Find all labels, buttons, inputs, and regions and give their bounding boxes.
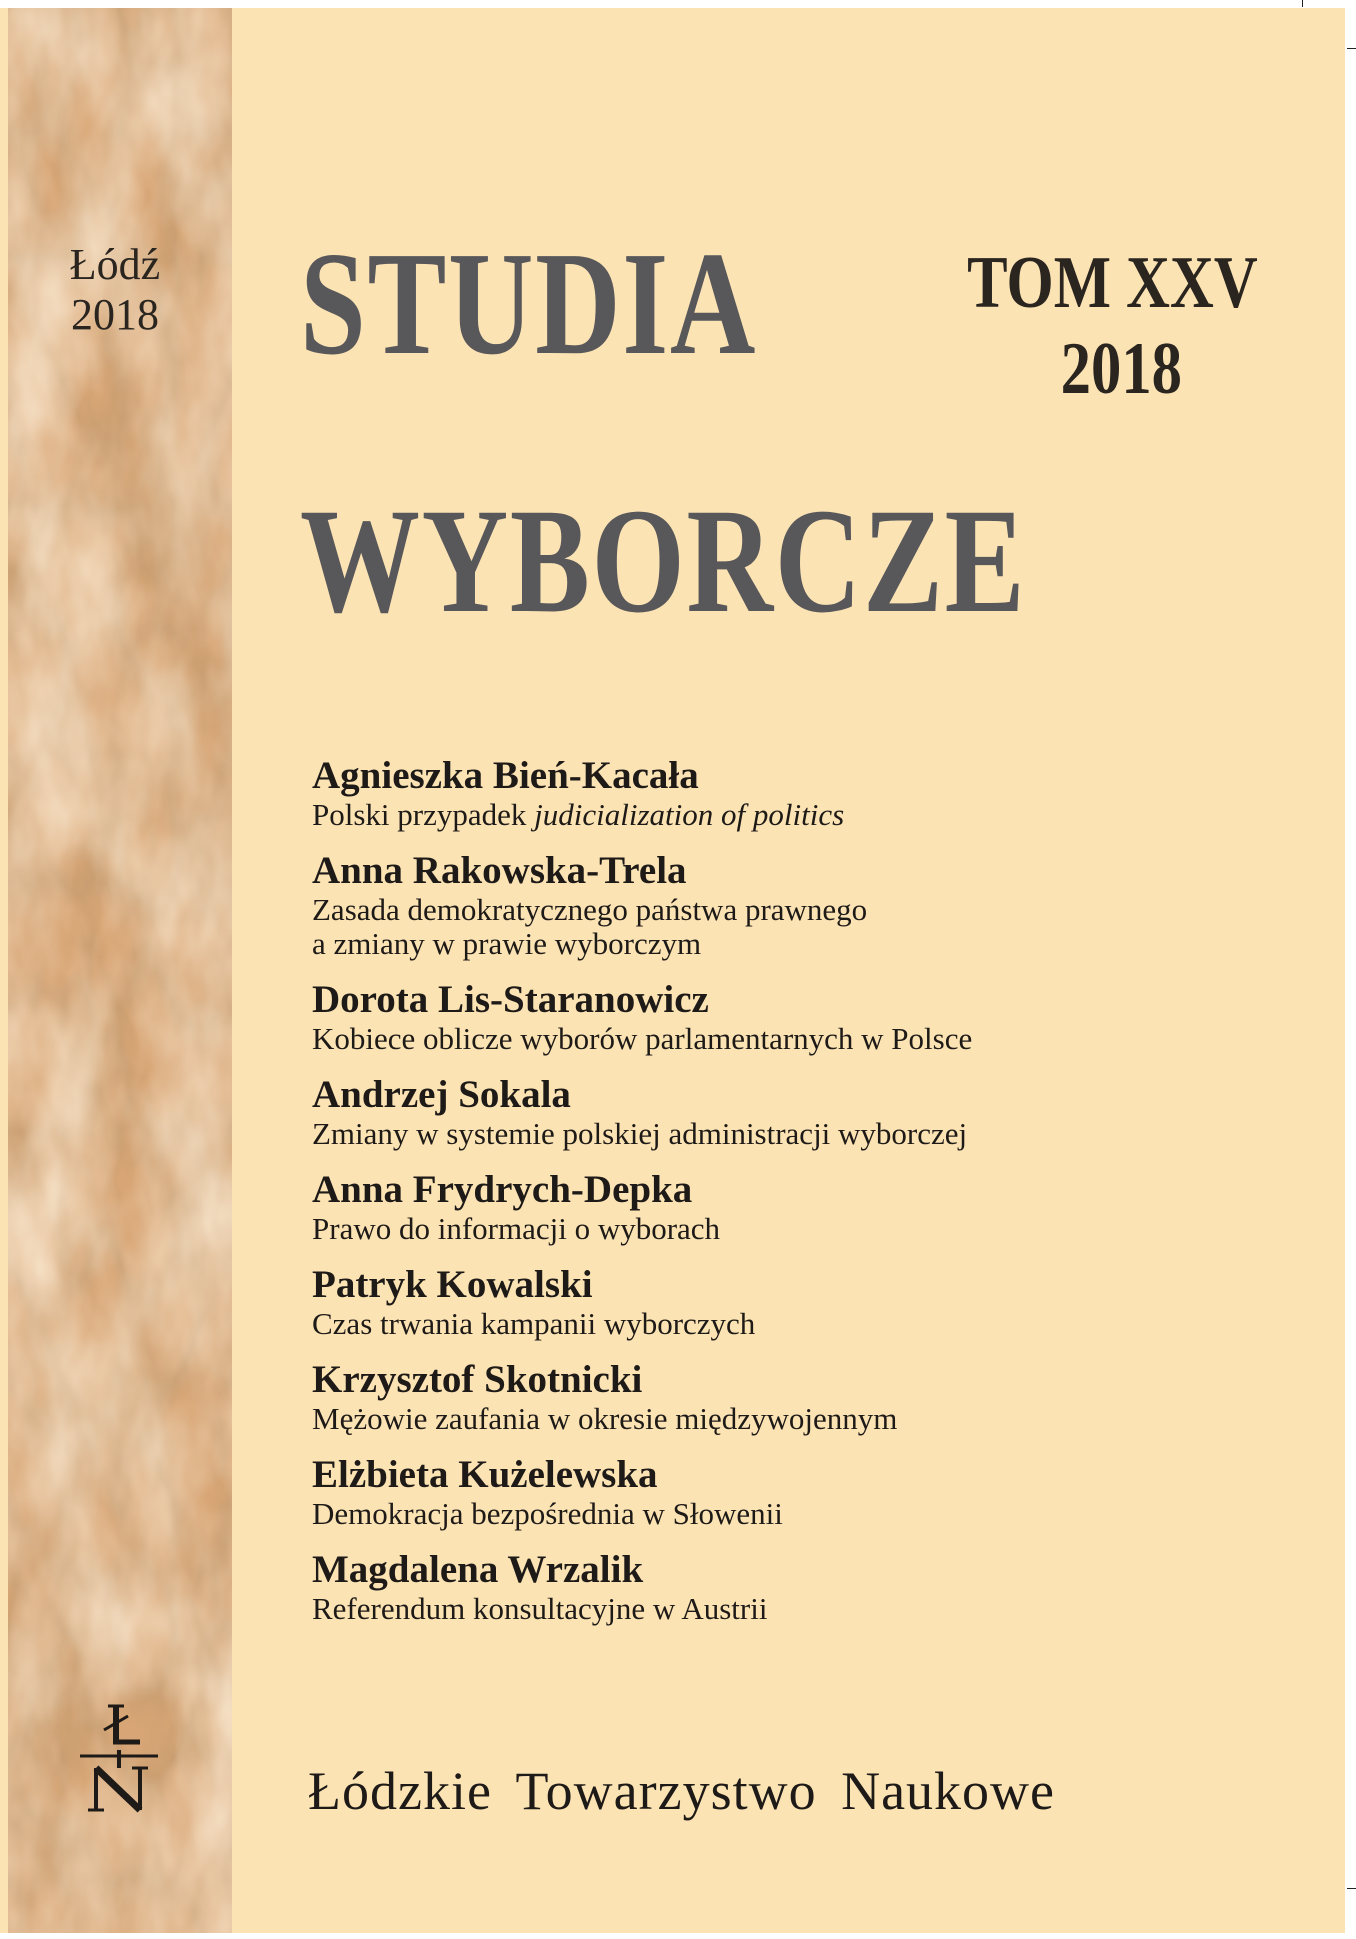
toc-author: Anna Frydrych-Depka [312, 1168, 693, 1211]
journal-cover [0, 8, 1345, 1933]
toc-entry [312, 849, 1192, 961]
city-label: Łódź [69, 240, 161, 289]
place-and-year [60, 240, 170, 340]
toc-entry [312, 1168, 1192, 1246]
trim-mark [1302, 0, 1303, 7]
toc-title-line: Prawo do informacji o wyborach [312, 1211, 721, 1246]
toc-title-line: Zasada demokratycznego państwa prawnego [312, 892, 868, 927]
trim-mark [1347, 1888, 1356, 1889]
toc-title-line: a zmiany w prawie wyborczym [312, 926, 702, 961]
toc-author: Patryk Kowalski [312, 1263, 593, 1306]
table-of-contents [312, 754, 1192, 1643]
toc-author: Anna Rakowska-Trela [312, 849, 687, 892]
side-year-label: 2018 [71, 290, 159, 339]
toc-entry [312, 754, 1192, 832]
ltn-logo-icon [74, 1698, 164, 1818]
toc-article-title [312, 798, 1192, 832]
toc-author: Andrzej Sokala [312, 1073, 571, 1116]
volume-label: TOM XXV [967, 242, 1258, 324]
toc-author: Magdalena Wrzalik [312, 1548, 644, 1591]
trim-mark [1347, 48, 1356, 49]
toc-title-line: Demokracja bezpośrednia w Słowenii [312, 1496, 783, 1531]
toc-title-line: Czas trwania kampanii wyborczych [312, 1306, 756, 1341]
toc-entry [312, 978, 1192, 1056]
toc-entry [312, 1263, 1192, 1341]
toc-entry [312, 1073, 1192, 1151]
toc-title-italic: judicialization of politics [534, 797, 845, 832]
toc-author: Krzysztof Skotnicki [312, 1358, 643, 1401]
toc-title-line: Referendum konsultacyjne w Austrii [312, 1591, 768, 1626]
journal-title-line2: WYBORCZE [300, 478, 1027, 644]
toc-title-line: Polski przypadek [312, 797, 527, 832]
volume-year: 2018 [1060, 328, 1182, 410]
journal-title-line1: STUDIA [300, 222, 758, 386]
toc-title-line: Zmiany w systemie polskiej administracji wyborczej [312, 1116, 968, 1151]
publisher-name: Łódzkie Towarzystwo Naukowe [308, 1761, 1056, 1821]
toc-entry [312, 1358, 1192, 1436]
toc-author: Elżbieta Kużelewska [312, 1453, 658, 1496]
volume-block [920, 240, 1258, 412]
toc-title-line: Kobiece oblicze wyborów parlamentarnych w Polsce [312, 1021, 973, 1056]
toc-author: Agnieszka Bień-Kacała [312, 754, 699, 797]
toc-title-line: Mężowie zaufania w okresie międzywojennym [312, 1401, 898, 1436]
toc-entry [312, 1548, 1192, 1626]
toc-author: Dorota Lis-Staranowicz [312, 978, 709, 1021]
toc-entry [312, 1453, 1192, 1531]
